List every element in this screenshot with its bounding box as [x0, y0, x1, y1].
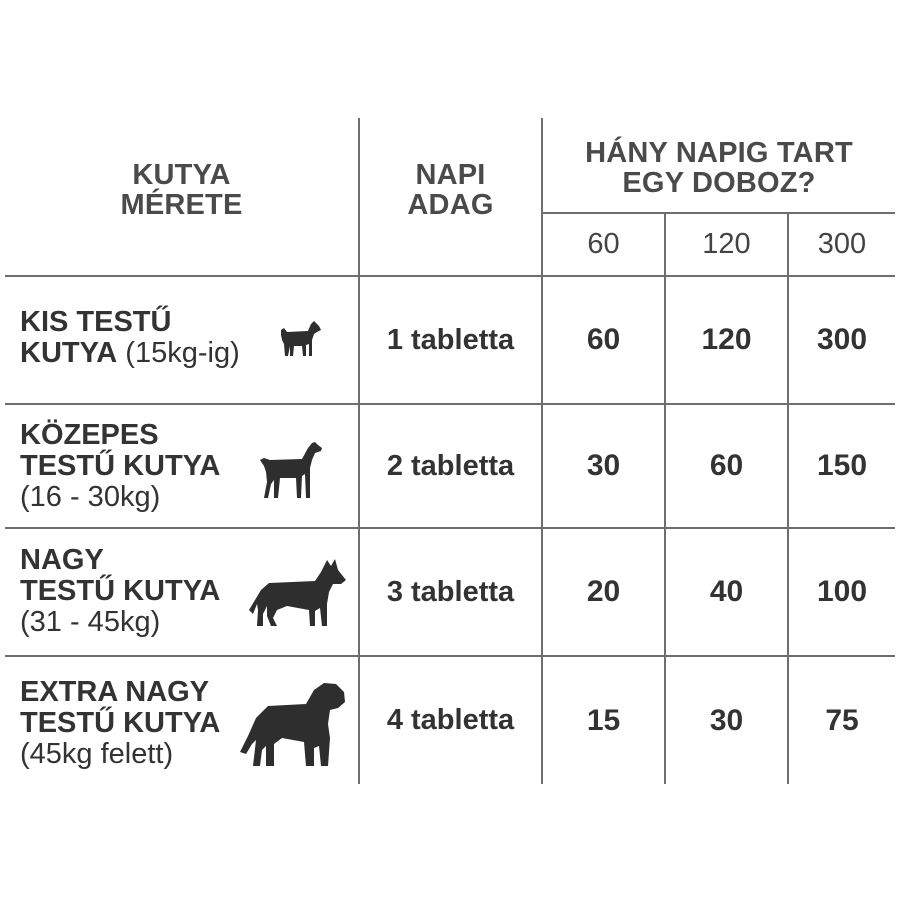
weight-range: (31 - 45kg)	[20, 606, 161, 638]
daily-dose: 2 tabletta	[386, 449, 515, 482]
daily-dose: 4 tabletta	[386, 704, 515, 736]
days-box-300: 300	[816, 323, 868, 356]
daily-dose: 3 tabletta	[386, 575, 515, 608]
size-name: TESTŰ KUTYA	[20, 707, 221, 739]
extra-large-dog-icon	[238, 680, 348, 770]
days-box-300: 75	[825, 703, 859, 737]
size-name: KÖZEPES	[20, 419, 159, 451]
header-daily-dose	[360, 150, 541, 230]
daily-dose: 1 tabletta	[386, 323, 515, 356]
size-name: NAGY	[20, 544, 104, 576]
days-box-300: 150	[816, 449, 868, 482]
size-name: TESTŰ KUTYA	[20, 575, 221, 607]
dog-size-label	[20, 420, 220, 513]
dog-size-label	[20, 677, 220, 770]
days-box-60: 60	[586, 323, 621, 356]
days-box-120: 40	[709, 575, 744, 608]
size-name: KIS TESTŰ	[20, 306, 172, 338]
box-size-300: 300	[817, 228, 867, 260]
days-box-60: 15	[586, 703, 621, 737]
medium-dog-icon	[258, 440, 324, 502]
days-box-60: 30	[586, 449, 621, 482]
dog-size-label	[20, 545, 220, 638]
header-line: HÁNY NAPIG TART	[585, 137, 853, 169]
weight-range: (16 - 30kg)	[20, 481, 161, 513]
dog-size-label	[20, 307, 240, 369]
header-dog-size	[5, 150, 358, 230]
header-days-per-box	[543, 128, 895, 208]
header-line: NAPI	[415, 159, 486, 191]
size-name: TESTŰ KUTYA	[20, 450, 221, 482]
days-box-120: 30	[709, 703, 744, 737]
box-size-120: 120	[702, 228, 751, 260]
size-name: KUTYA	[20, 337, 118, 369]
days-box-60: 20	[586, 575, 621, 608]
box-size-60: 60	[587, 228, 620, 260]
weight-range: (15kg-ig)	[125, 337, 240, 369]
header-line: KUTYA	[132, 159, 231, 191]
weight-range: (45kg felett)	[20, 738, 174, 770]
small-dog-icon	[278, 318, 322, 360]
large-dog-icon	[247, 556, 349, 630]
header-line: MÉRETE	[120, 189, 243, 221]
days-box-300: 100	[816, 575, 868, 608]
header-line: ADAG	[407, 189, 494, 221]
size-name: EXTRA NAGY	[20, 676, 210, 708]
header-line: EGY DOBOZ?	[622, 167, 816, 199]
days-box-120: 60	[709, 449, 744, 482]
days-box-120: 120	[701, 323, 752, 356]
